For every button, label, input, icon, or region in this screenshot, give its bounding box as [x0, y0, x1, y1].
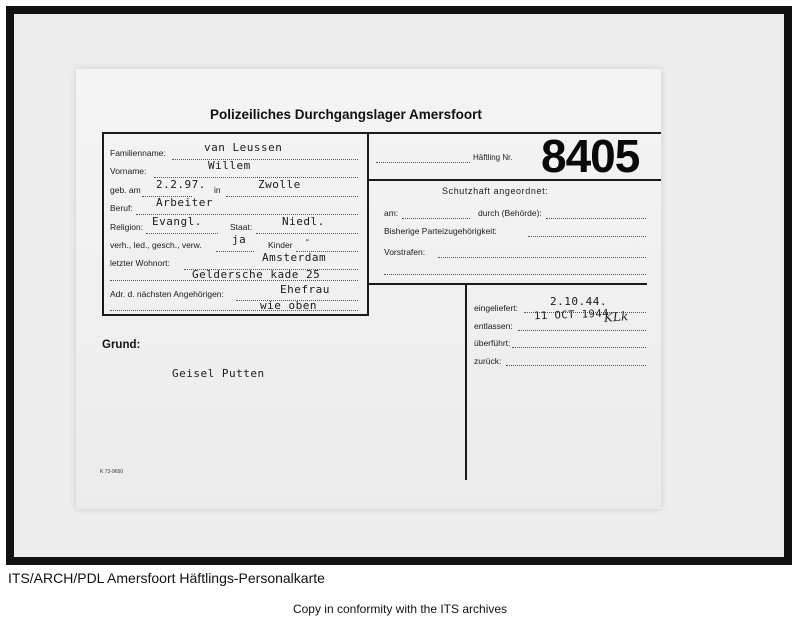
vorstrafen-dots-2 [384, 274, 646, 275]
in-value: Zwolle [258, 178, 301, 191]
schutzhaft-label: Schutzhaft angeordnet: [442, 186, 549, 196]
haeftling-label: Häftling Nr. [473, 153, 513, 162]
beruf-value: Arbeiter [156, 196, 213, 209]
form-number: K 73-9650 [100, 469, 124, 475]
geb-label: geb. am [110, 185, 141, 195]
verh-label: verh., led., gesch., verw. [110, 240, 202, 250]
entlassen-label: entlassen: [474, 321, 513, 331]
religion-dots [146, 233, 218, 234]
eingeliefert-value: 2.10.44. [550, 295, 607, 308]
angehoerige-value-1: Ehefrau [280, 283, 330, 296]
geb-value: 2.2.97. [156, 178, 206, 191]
zurueck-dots [506, 365, 646, 366]
partei-dots [528, 236, 646, 237]
entlassen-signature: KLk [603, 309, 629, 325]
zurueck-label: zurück: [474, 356, 502, 366]
left-box-bottom-border [102, 314, 369, 316]
dates-vertical-line [465, 285, 467, 480]
familienname-label: Familienname: [110, 148, 166, 158]
eingeliefert-label: eingeliefert: [474, 303, 518, 313]
kinder-value: - [304, 233, 312, 246]
familienname-value: van Leussen [204, 141, 283, 154]
haeftling-dots [376, 162, 470, 163]
archive-caption: ITS/ARCH/PDL Amersfoort Häftlings-Personalkarte [8, 570, 325, 586]
in-dots [226, 196, 358, 197]
durch-label: durch (Behörde): [478, 208, 542, 218]
durch-dots [546, 218, 646, 219]
card-title: Polizeiliches Durchgangslager Amersfoort [210, 107, 482, 122]
vorstrafen-dots [438, 257, 646, 258]
wohnort-value-1: Amsterdam [262, 251, 327, 264]
ueberfuehrt-dots [512, 347, 646, 348]
haeftling-number: 8405 [541, 130, 640, 182]
entlassen-dots [518, 330, 646, 331]
angehoerige-label: Adr. d. nächsten Angehörigen: [110, 289, 224, 299]
grund-label: Grund: [102, 339, 141, 351]
vorstrafen-label: Vorstrafen: [384, 247, 426, 257]
in-label: in [214, 185, 221, 195]
wohnort-label: letzter Wohnort: [110, 258, 170, 268]
verh-value: ja [232, 233, 247, 246]
partei-label: Bisherige Parteizugehörigkeit: [384, 226, 497, 236]
verh-dots [216, 251, 254, 252]
religion-value: Evangl. [152, 215, 202, 228]
photo-frame [6, 6, 792, 565]
copy-note: Copy in conformity with the ITS archives [292, 602, 508, 616]
left-box-left-border [102, 132, 104, 316]
staat-value: Niedl. [282, 215, 325, 228]
grund-value: Geisel Putten [172, 367, 265, 380]
schutzhaft-divider [369, 283, 647, 285]
angehoerige-value-2: wie oben [260, 299, 317, 312]
vorname-label: Vorname: [110, 166, 147, 176]
photo-background [14, 14, 784, 557]
kinder-label: Kinder [268, 240, 293, 250]
am-label: am: [384, 208, 399, 218]
personal-card [76, 69, 661, 509]
angehoerige-dots-2 [110, 310, 358, 311]
ueberfuehrt-label: überführt: [474, 338, 511, 348]
am-dots [402, 218, 470, 219]
left-box-right-border [367, 132, 369, 316]
familienname-dots [172, 159, 358, 160]
beruf-label: Beruf: [110, 203, 133, 213]
religion-label: Religion: [110, 222, 144, 232]
entlassen-stamp: 11 OCT 1944 [533, 307, 610, 323]
vorname-value: Willem [208, 159, 251, 172]
staat-label: Staat: [230, 222, 253, 232]
wohnort-value-2: Geldersche kade 25 [192, 268, 321, 281]
